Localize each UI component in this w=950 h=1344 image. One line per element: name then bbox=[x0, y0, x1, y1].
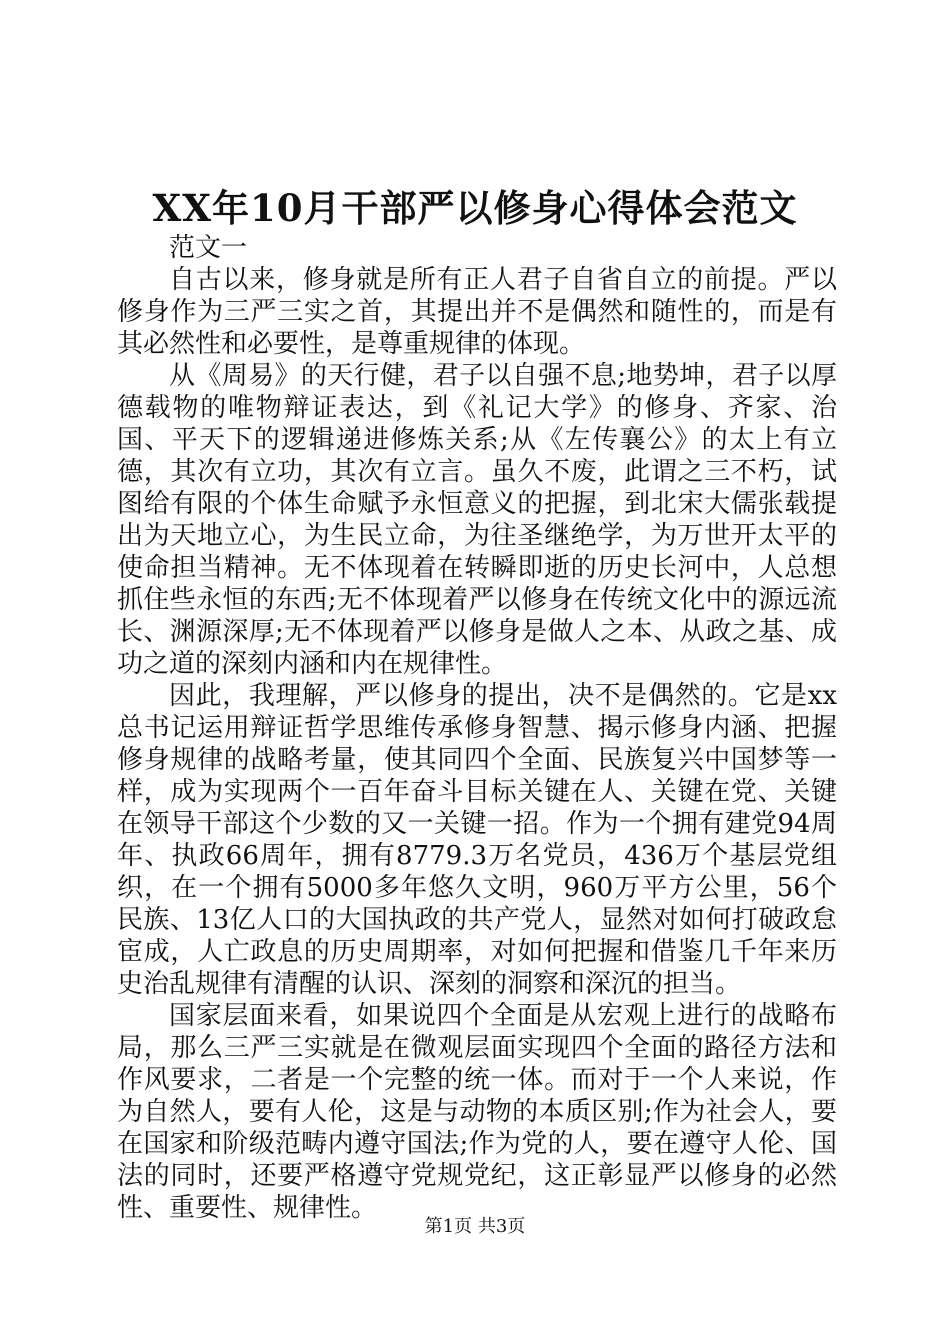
document-body bbox=[117, 232, 837, 1224]
document-title: XX年10月干部严以修身心得体会范文 bbox=[152, 186, 798, 230]
page-footer: 第1页 共3页 bbox=[424, 1216, 526, 1237]
paragraph-4: 国家层面来看，如果说四个全面是从宏观上进行的战略布局，那么三严三实就是在微观层面实现四个全面的路径方法和作风要求，二者是一个完整的统一体。而对于一个人来说，作为自然人，要有人伦，这是与动物的本质区别;作为社会人，要在国家和阶级范畴内遵守国法;作为党的人，要在遵守人伦、国法的同时，还要严格遵守党规党纪，这正彰显严以修身的必然性、重要性、规律性。 bbox=[117, 1001, 837, 1223]
paragraph-3: 因此，我理解，严以修身的提出，决不是偶然的。它是xx总书记运用辩证哲学思维传承修身智慧、揭示修身内涵、把握修身规律的战略考量，使其同四个全面、民族复兴中国梦等一样，成为实现两个一百年奋斗目标关键在人、关键在党、关键在领导干部这个少数的又一关键一招。作为一个拥有建党94周年、执政66周年，拥有8779.3万名党员，436万个基层党组织，在一个拥有5000多年悠久文明，960万平方公里，56个民族、13亿人口的大国执政的共产党人，显然对如何打破政怠宦成，人亡政息的历史周期率，对如何把握和借鉴几千年来历史治乱规律有清醒的认识、深刻的洞察和深沉的担当。 bbox=[117, 681, 837, 999]
section-subtitle: 范文一 bbox=[169, 233, 248, 263]
paragraph-1: 自古以来，修身就是所有正人君子自省自立的前提。严以修身作为三严三实之首，其提出并不是偶然和随性的，而是有其必然性和必要性，是尊重规律的体现。 bbox=[117, 265, 837, 359]
paragraph-2: 从《周易》的天行健，君子以自强不息;地势坤，君子以厚德载物的唯物辩证表达，到《礼记大学》的修身、齐家、治国、平天下的逻辑递进修炼关系;从《左传襄公》的太上有立德，其次有立功，其次有立言。虽久不废，此谓之三不朽，试图给有限的个体生命赋予永恒意义的把握，到北宋大儒张载提出为天地立心，为生民立命，为往圣继绝学，为万世开太平的使命担当精神。无不体现着在转瞬即逝的历史长河中，人总想抓住些永恒的东西;无不体现着严以修身在传统文化中的源远流长、渊源深厚;无不体现着严以修身是做人之本、从政之基、成功之道的深刻内涵和内在规律性。 bbox=[117, 361, 837, 679]
